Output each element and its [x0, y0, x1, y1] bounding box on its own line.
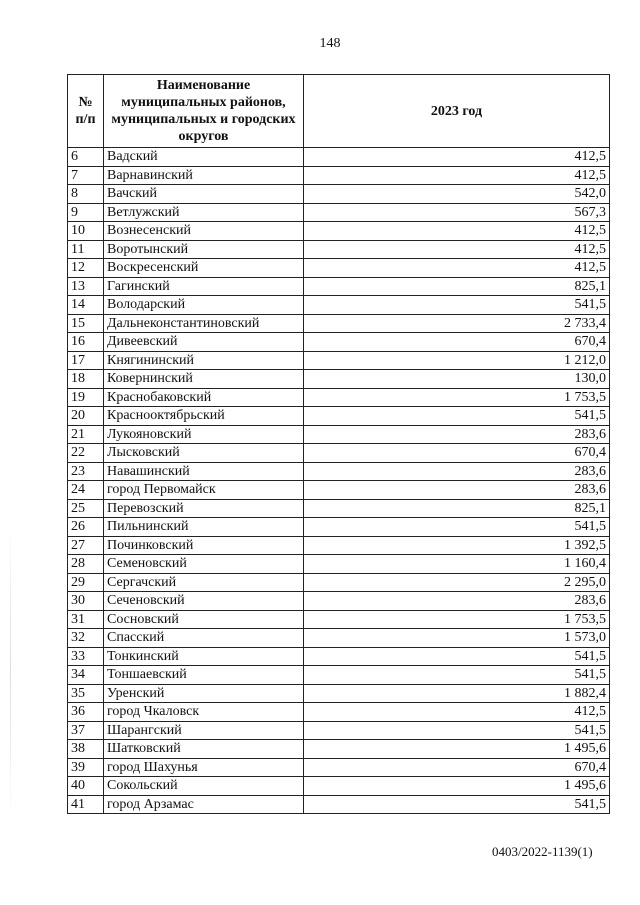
table-row [68, 536, 610, 555]
row-name: Шатковский [104, 740, 304, 759]
table-row [68, 407, 610, 426]
row-number: 30 [68, 592, 104, 611]
row-number: 18 [68, 370, 104, 389]
row-number: 40 [68, 777, 104, 796]
row-name: Княгининский [104, 351, 304, 370]
row-value: 1 160,4 [304, 555, 610, 574]
row-value: 1 495,6 [304, 777, 610, 796]
row-value: 825,1 [304, 277, 610, 296]
row-number: 10 [68, 222, 104, 241]
table-row [68, 314, 610, 333]
row-value: 541,5 [304, 407, 610, 426]
row-name: Семеновский [104, 555, 304, 574]
table-row [68, 259, 610, 278]
row-name: Перевозский [104, 499, 304, 518]
row-number: 8 [68, 185, 104, 204]
row-value: 541,5 [304, 296, 610, 315]
row-name: город Шахунья [104, 758, 304, 777]
table-row [68, 684, 610, 703]
row-value: 542,0 [304, 185, 610, 204]
row-name: Краснобаковский [104, 388, 304, 407]
row-value: 1 495,6 [304, 740, 610, 759]
row-number: 31 [68, 610, 104, 629]
table-row [68, 388, 610, 407]
row-value: 283,6 [304, 462, 610, 481]
row-number: 35 [68, 684, 104, 703]
table-row [68, 758, 610, 777]
row-name: Ковернинский [104, 370, 304, 389]
row-number: 22 [68, 444, 104, 463]
row-name: Ветлужский [104, 203, 304, 222]
row-value: 1 392,5 [304, 536, 610, 555]
table-row [68, 499, 610, 518]
table-header-row [68, 75, 610, 148]
row-value: 412,5 [304, 259, 610, 278]
table-row [68, 703, 610, 722]
table-row [68, 721, 610, 740]
table-row [68, 518, 610, 537]
row-number: 14 [68, 296, 104, 315]
table-row [68, 481, 610, 500]
row-name: Краснооктябрьский [104, 407, 304, 426]
row-value: 1 212,0 [304, 351, 610, 370]
row-number: 26 [68, 518, 104, 537]
row-name: Пильнинский [104, 518, 304, 537]
table-row [68, 666, 610, 685]
row-number: 9 [68, 203, 104, 222]
row-number: 19 [68, 388, 104, 407]
table-row [68, 351, 610, 370]
row-value: 1 882,4 [304, 684, 610, 703]
row-name: Вадский [104, 148, 304, 167]
row-name: город Чкаловск [104, 703, 304, 722]
row-name: Тонкинский [104, 647, 304, 666]
row-name: Сеченовский [104, 592, 304, 611]
row-number: 17 [68, 351, 104, 370]
row-number: 16 [68, 333, 104, 352]
table-body [68, 148, 610, 814]
row-number: 28 [68, 555, 104, 574]
table-row [68, 148, 610, 167]
header-name: Наименование муниципальных районов, муниципальных и городских округов [104, 75, 304, 148]
row-value: 283,6 [304, 592, 610, 611]
row-name: Лукояновский [104, 425, 304, 444]
table-row [68, 555, 610, 574]
table-row [68, 277, 610, 296]
row-value: 670,4 [304, 758, 610, 777]
row-number: 13 [68, 277, 104, 296]
row-number: 36 [68, 703, 104, 722]
row-name: Спасский [104, 629, 304, 648]
row-name: Сосновский [104, 610, 304, 629]
row-number: 21 [68, 425, 104, 444]
table-row [68, 573, 610, 592]
table-row [68, 296, 610, 315]
row-name: Воскресенский [104, 259, 304, 278]
row-name: Навашинский [104, 462, 304, 481]
row-number: 20 [68, 407, 104, 426]
table-row [68, 425, 610, 444]
row-value: 412,5 [304, 166, 610, 185]
row-name: Тоншаевский [104, 666, 304, 685]
row-number: 39 [68, 758, 104, 777]
row-number: 32 [68, 629, 104, 648]
table-row [68, 610, 610, 629]
row-name: Дивеевский [104, 333, 304, 352]
header-number: № п/п [68, 75, 104, 148]
row-name: Вачский [104, 185, 304, 204]
table-row [68, 777, 610, 796]
table-row [68, 203, 610, 222]
table-row [68, 370, 610, 389]
row-number: 38 [68, 740, 104, 759]
row-value: 541,5 [304, 666, 610, 685]
row-number: 27 [68, 536, 104, 555]
row-number: 34 [68, 666, 104, 685]
row-value: 670,4 [304, 444, 610, 463]
row-name: Лысковский [104, 444, 304, 463]
row-value: 283,6 [304, 425, 610, 444]
row-number: 6 [68, 148, 104, 167]
row-value: 412,5 [304, 148, 610, 167]
table-row [68, 166, 610, 185]
row-number: 29 [68, 573, 104, 592]
row-number: 25 [68, 499, 104, 518]
row-value: 567,3 [304, 203, 610, 222]
table-row [68, 222, 610, 241]
row-number: 12 [68, 259, 104, 278]
row-value: 541,5 [304, 721, 610, 740]
row-value: 130,0 [304, 370, 610, 389]
row-name: город Первомайск [104, 481, 304, 500]
row-name: Сергачский [104, 573, 304, 592]
table-row [68, 592, 610, 611]
row-name: Дальнеконстантиновский [104, 314, 304, 333]
row-name: Починковский [104, 536, 304, 555]
row-number: 41 [68, 795, 104, 814]
table-row [68, 629, 610, 648]
row-value: 2 295,0 [304, 573, 610, 592]
row-value: 1 753,5 [304, 610, 610, 629]
table-row [68, 185, 610, 204]
row-name: Сокольский [104, 777, 304, 796]
row-value: 283,6 [304, 481, 610, 500]
row-name: Вознесенский [104, 222, 304, 241]
row-value: 825,1 [304, 499, 610, 518]
row-value: 541,5 [304, 795, 610, 814]
row-value: 2 733,4 [304, 314, 610, 333]
row-number: 11 [68, 240, 104, 259]
row-name: Гагинский [104, 277, 304, 296]
row-name: город Арзамас [104, 795, 304, 814]
row-value: 670,4 [304, 333, 610, 352]
document-code: 0403/2022-1139(1) [492, 844, 593, 859]
table-row [68, 795, 610, 814]
row-value: 541,5 [304, 647, 610, 666]
scan-edge-mark [10, 520, 11, 820]
row-number: 37 [68, 721, 104, 740]
row-value: 1 573,0 [304, 629, 610, 648]
row-value: 412,5 [304, 222, 610, 241]
row-name: Володарский [104, 296, 304, 315]
row-value: 541,5 [304, 518, 610, 537]
row-number: 7 [68, 166, 104, 185]
page-number: 148 [319, 36, 341, 51]
row-value: 412,5 [304, 703, 610, 722]
row-number: 33 [68, 647, 104, 666]
row-name: Воротынский [104, 240, 304, 259]
row-name: Уренский [104, 684, 304, 703]
header-year: 2023 год [304, 75, 610, 148]
row-number: 24 [68, 481, 104, 500]
row-number: 15 [68, 314, 104, 333]
table-row [68, 333, 610, 352]
row-name: Варнавинский [104, 166, 304, 185]
row-value: 412,5 [304, 240, 610, 259]
budget-table [67, 74, 610, 814]
row-value: 1 753,5 [304, 388, 610, 407]
table-row [68, 647, 610, 666]
table-row [68, 740, 610, 759]
row-number: 23 [68, 462, 104, 481]
table-row [68, 240, 610, 259]
row-name: Шарангский [104, 721, 304, 740]
table-row [68, 444, 610, 463]
table-row [68, 462, 610, 481]
